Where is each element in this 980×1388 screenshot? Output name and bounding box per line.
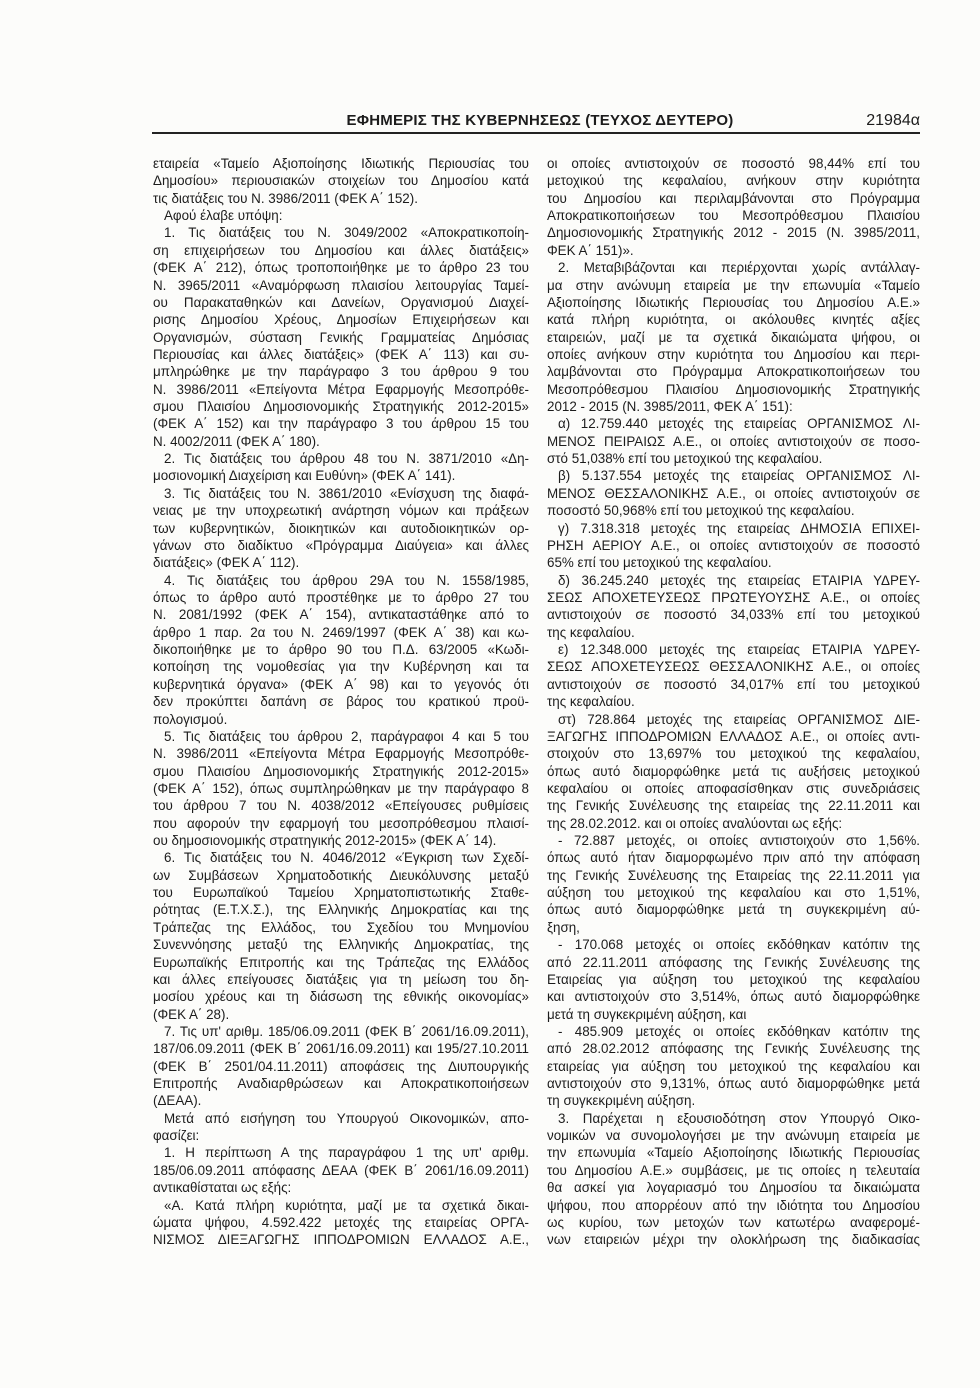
text-line: ου Παρακαταθηκών και Δανείων, Οργανισμού Διαχεί-	[153, 294, 529, 310]
text-line: μπληρώθηκε με την παράγραφο 3 του άρθρου 9 του	[153, 364, 529, 380]
text-line: κοποίηση της νομοθεσίας για την Κυβέρνηση και τα	[153, 659, 529, 675]
text-line: Δημοσίου» περιουσιακών στοιχείων του Δημοσίου κατά	[153, 173, 529, 189]
text-line: ΝΙΣΜΟΣ ΔΙΕΞΑΓΩΓΗΣ ΙΠΠΟΔΡΟΜΙΩΝ ΕΛΛΑΔΟΣ Α.Ε.,	[153, 1232, 529, 1248]
text-line: ως κυρίου, των μετοχών των κατωτέρω αναφερομέ-	[547, 1214, 920, 1230]
text-line: στό 51,038% επί του μετοχικού της κεφαλαίου.	[547, 451, 823, 467]
text-line: (ΦΕΚ Α΄ 28).	[153, 1006, 230, 1022]
text-line: της κεφαλαίου.	[547, 624, 635, 640]
paragraph	[153, 1110, 529, 1145]
text-line: την επωνυμία «Ταμείο Αξιοποίησης Ιδιωτικής Περιουσίας	[547, 1145, 920, 1161]
paragraph	[547, 259, 920, 415]
paragraph	[153, 155, 529, 207]
paragraph	[547, 415, 920, 467]
text-line: και αντιστοιχούν στο 3,514%, όπως αυτό διαμορφώθηκε	[547, 989, 920, 1005]
right-column	[547, 155, 920, 1249]
text-line: μοσίου χρέους και τη διάσωση της εθνικής οικονομίας»	[153, 989, 529, 1005]
text-line: νων εταιρειών μέχρι την ολοκλήρωση της διαδικασίας	[547, 1232, 920, 1248]
text-line: - 170.068 μετοχές οι οποίες εκδόθηκαν κατόπιν της	[558, 937, 920, 953]
text-line: Δημοσιονομικής Στρατηγικής 2012 - 2015 (Ν. 3985/2011,	[547, 225, 920, 241]
text-line: 2. Μεταβιβάζονται και περιέρχονται χωρίς αντάλλαγ-	[558, 260, 920, 276]
text-line: οι οποίες αντιστοιχούν σε ποσοστό 98,44% επί του	[547, 156, 920, 171]
text-line: του άρθρου 7 του Ν. 4038/2012 «Επείγουσες ρυθμίσεις	[153, 798, 529, 814]
text-line: κυβερνητικά όργανα» (ΦΕΚ Α΄ 98) και το γεγονός ότι	[153, 676, 529, 692]
paragraph	[547, 641, 920, 710]
text-line: 5. Τις διατάξεις του άρθρου 2, παράγραφοι 4 και 5 του	[164, 728, 529, 744]
paragraph	[547, 467, 920, 519]
text-line: του Δημοσίου και περιλαμβάνονται στο Πρόγραμμα	[547, 190, 920, 206]
text-line: αύξηση του μετοχικού της κεφαλαίου και στο 1,51%,	[547, 885, 920, 901]
text-line: (ΦΕΚ Α΄ 212), όπως τροποποιήθηκε με το άρθρο 23 του	[153, 260, 529, 276]
text-line: (ΦΕΚ Β΄ 2501/04.11.2011) αποφάσεις της Διυπουργικής	[153, 1058, 529, 1074]
text-line: οποίες ανήκουν στην κυριότητα του Δημοσίου και περι-	[547, 346, 920, 362]
text-line: στ) 728.864 μετοχές της εταιρείας ΟΡΓΑΝΙΣΜΟΣ ΔΙΕ-	[558, 711, 920, 727]
text-line: Εταιρείας για αύξηση του μετοχικού της κεφαλαίου	[547, 971, 920, 987]
text-line: (ΦΕΚ Α΄ 152), όπως συμπληρώθηκαν με την παράγραφο 8	[153, 780, 529, 796]
text-line: κατά πλήρη κυριότητα, οι ακόλουθες κινητές αξίες	[547, 312, 920, 328]
text-line: του Ευρωπαϊκού Ταμείου Χρηματοπιστωτικής Σταθε-	[153, 885, 529, 901]
text-line: εταιρεία «Ταμείο Αξιοποίησης Ιδιωτικής Περιουσίας του	[153, 156, 529, 171]
text-line: α) 12.759.440 μετοχές της εταιρείας ΟΡΓΑΝΙΣΜΟΣ ΛΙ-	[558, 416, 920, 432]
header-rule	[152, 132, 920, 134]
text-line: ΡΗΣΗ ΑΕΡΙΟΥ Α.Ε., οι οποίες αντιστοιχούν σε ποσοστό	[547, 537, 920, 553]
text-line: Μετά από εισήγηση του Υπουργού Οικονομικών, απο-	[164, 1110, 529, 1126]
text-line: όπως το άρθρο αυτό προστέθηκε με το άρθρο 27 του	[153, 589, 529, 605]
text-line: τη συγκεκριμένη αύξηση.	[547, 1093, 696, 1109]
text-line: του Δημοσίου Α.Ε.» συμβάσεις, με τις οποίες η τελευταία	[547, 1162, 920, 1178]
text-line: μετοχικού της κεφαλαίου, ανήκουν στην κυριότητα	[547, 173, 920, 189]
text-line: διατάξεις» (ΦΕΚ Α΄ 112).	[153, 555, 300, 571]
text-line: ώματα ψήφου, 4.592.422 μετοχές της εταιρείας ΟΡΓΑ-	[153, 1214, 529, 1230]
paragraph	[153, 728, 529, 850]
text-line: θα ασκεί για λογαριασμό του Δημοσίου τα δικαιώματα	[547, 1180, 920, 1196]
text-line: πολογισμού.	[153, 711, 228, 727]
text-line: αντικαθίσταται ως εξής:	[153, 1180, 292, 1196]
text-line: σμου Πλαισίου Δημοσιονομικής Στρατηγικής 2012-2015»	[153, 399, 529, 415]
paragraph	[153, 849, 529, 1023]
text-line: τις διατάξεις του Ν. 3986/2011 (ΦΕΚ Α΄ 152).	[153, 190, 418, 206]
paragraph	[547, 711, 920, 833]
paragraph	[547, 832, 920, 936]
text-line: 7. Τις υπ' αριθμ. 185/06.09.2011 (ΦΕΚ Β΄ 2061/16.09.2011),	[164, 1023, 529, 1039]
text-line: όπως αυτό διαμορφώθηκε μετά τις αυξήσεις μετοχικού	[547, 763, 920, 779]
paragraph	[153, 1023, 529, 1110]
text-line: της 28.02.2012. και οι οποίες αναλύονται ως εξής:	[547, 815, 843, 831]
paragraph	[547, 1110, 920, 1249]
text-line: ε) 12.348.000 μετοχές της εταιρείας ΕΤΑΙΡΙΑ ΥΔΡΕΥ-	[558, 642, 920, 658]
text-line: Επιτροπής Αναδιαρθρώσεων και Αποκρατικοποιήσεων	[153, 1076, 529, 1092]
text-line: 1. Η περίπτωση Α της παραγράφου 1 της υπ' αριθμ.	[164, 1145, 529, 1161]
text-line: Ν. 3986/2011 «Επείγοντα Μέτρα Εφαρμογής Μεσοπρόθε-	[153, 746, 529, 762]
paragraph	[153, 207, 529, 224]
text-line: της Γενικής Συνέλευσης της Εταιρείας της 22.11.2011 για	[547, 867, 920, 883]
paragraph	[153, 1197, 529, 1249]
text-line: ου δημοσιονομικής στρατηγικής 2012-2015» (ΦΕΚ Α΄ 14).	[153, 833, 497, 849]
text-line: Οργανισμών, σύσταση Γενικής Γραμματείας Δημόσιας	[153, 329, 529, 345]
text-line: 2012 - 2015 (Ν. 3985/2011, ΦΕΚ Α΄ 151):	[547, 399, 793, 415]
text-line: νειας με την υποχρεωτική ανάρτηση νόμων και πράξεων	[153, 503, 529, 519]
text-line: κεφαλαίου οι οποίες αποφασίσθηκαν στις συνεδριάσεις	[547, 780, 920, 796]
paragraph	[547, 936, 920, 1023]
text-line: από 28.02.2012 απόφασης της Γενικής Συνέλευσης της	[547, 1041, 920, 1057]
text-line: 1. Τις διατάξεις του Ν. 3049/2002 «Αποκρατικοποίη-	[164, 225, 529, 241]
text-line: όπως αυτό διαμορφώθηκε μετά τη συγκεκριμένη αύ-	[547, 902, 920, 918]
text-line: Ν. 3965/2011 «Αναμόρφωση πλαισίου λειτουργίας Ταμεί-	[153, 277, 529, 293]
text-line: μετά τη συγκεκριμένη αύξηση, και	[547, 1006, 747, 1022]
paragraph	[153, 450, 529, 485]
text-line: από 22.11.2011 απόφασης της Γενικής Συνέλευσης της	[547, 954, 920, 970]
text-line: λαμβάνονται στο Πρόγραμμα Αποκρατικοποιήσεων του	[547, 364, 920, 380]
text-line: δικοποιήθηκε με το άρθρο 90 του Π.Δ. 63/2005 «Κωδι-	[153, 642, 529, 658]
text-line: ψήφου, που απορρέουν από την ιδιότητα του Δημοσίου	[547, 1197, 920, 1213]
text-line: Συνεννόησης μεταξύ της Ελληνικής Δημοκρατίας, της	[153, 937, 529, 953]
text-line: δεν προκύπτει δαπάνη σε βάρος του κρατικού προϋ-	[153, 694, 529, 710]
paragraph	[547, 1023, 920, 1110]
text-line: και άλλες επείγουσες διατάξεις για τη μείωση του δη-	[153, 971, 529, 987]
text-line: Ευρωπαϊκής Επιτροπής και της Τράπεζας της Ελλάδος	[153, 954, 529, 970]
left-column	[153, 155, 529, 1249]
text-line: της κεφαλαίου.	[547, 694, 635, 710]
text-line: ρισης Δημοσίου Χρέους, Δημοσίων Επιχειρήσεων και	[153, 312, 529, 328]
text-line: Αφού έλαβε υπόψη:	[164, 208, 283, 224]
text-line: των κυβερνητικών, διοικητικών και αυτοδιοικητικών ορ-	[153, 520, 529, 536]
text-line: (ΔΕΑΑ).	[153, 1093, 202, 1109]
paragraph	[547, 155, 920, 259]
paragraph	[153, 572, 529, 728]
text-line: ΞΑΓΩΓΗΣ ΙΠΠΟΔΡΟΜΙΩΝ ΕΛΛΑΔΟΣ Α.Ε., οι οποίες αντι-	[547, 728, 920, 744]
text-line: Ν. 4002/2011 (ΦΕΚ Α΄ 180).	[153, 433, 320, 449]
text-line: Περιουσίας και άλλες διατάξεις» (ΦΕΚ Α΄ 113) και συ-	[153, 346, 529, 362]
text-line: - 485.909 μετοχές οι οποίες εκδόθηκαν κατόπιν της	[558, 1023, 920, 1039]
text-line: μοσιονομική Διαχείριση και Ευθύνη» (ΦΕΚ Α΄ 141).	[153, 468, 456, 484]
text-line: ΣΕΩΣ ΑΠΟΧΕΤΕΥΣΕΩΣ ΘΕΣΣΑΛΟΝΙΚΗΣ Α.Ε., οι οποίες	[547, 659, 920, 675]
text-line: β) 5.137.554 μετοχές της εταιρείας ΟΡΓΑΝΙΣΜΟΣ ΛΙ-	[558, 468, 920, 484]
paragraph	[153, 224, 529, 450]
text-line: γ) 7.318.318 μετοχές της εταιρείας ΔΗΜΟΣΙΑ ΕΠΙΧΕΙ-	[558, 520, 920, 536]
text-line: αντιστοιχούν σε ποσοστό 34,033% επί του μετοχικού	[547, 607, 920, 623]
text-line: άρθρο 1 παρ. 2α του Ν. 2469/1997 (ΦΕΚ Α΄ 38) και κω-	[153, 624, 529, 640]
text-line: ΣΕΩΣ ΑΠΟΧΕΤΕΥΣΕΩΣ ΠΡΩΤΕΥΟΥΣΗΣ Α.Ε., οι οποίες	[547, 589, 920, 605]
paragraph	[153, 485, 529, 572]
text-line: ΦΕΚ Α΄ 151)».	[547, 242, 634, 258]
text-line: εταιρειών, μαζί με τα σχετικά δικαιώματα ψήφου, οι	[547, 329, 920, 345]
text-line: ΜΕΝΟΣ ΘΕΣΣΑΛΟΝΙΚΗΣ Α.Ε., οι οποίες αντιστοιχούν σε	[547, 485, 920, 501]
text-line: ση επιχειρήσεων του Δημοσίου και άλλες διατάξεις»	[153, 242, 529, 258]
text-line: 185/06.09.2011 απόφασης ΔΕΑΑ (ΦΕΚ Β΄ 2061/16.09.2011)	[153, 1162, 529, 1178]
text-line: (ΦΕΚ Α΄ 152) και την παράγραφο 3 του άρθρου 15 του	[153, 416, 529, 432]
text-line: Ν. 2081/1992 (ΦΕΚ Α΄ 154), αντικαταστάθηκε από το	[153, 607, 529, 623]
text-line: μα στην ανώνυμη εταιρεία με την επωνυμία «Ταμείο	[547, 277, 920, 293]
text-line: δ) 36.245.240 μετοχές της εταιρείας ΕΤΑΙΡΙΑ ΥΔΡΕΥ-	[558, 572, 920, 588]
text-line: 4. Τις διατάξεις του άρθρου 29Α του Ν. 1558/1985,	[164, 572, 529, 588]
text-line: ΜΕΝΟΣ ΠΕΙΡΑΙΩΣ Α.Ε., οι οποίες αντιστοιχούν σε ποσο-	[547, 433, 920, 449]
running-header-title: ΕΦΗΜΕΡΙΣ ΤΗΣ ΚΥΒΕΡΝΗΣΕΩΣ (ΤΕΥΧΟΣ ΔΕΥΤΕΡΟ)	[346, 112, 734, 129]
text-line: 3. Τις διατάξεις του Ν. 3861/2010 «Ενίσχυση της διαφά-	[164, 485, 529, 501]
text-line: «Α. Κατά πλήρη κυριότητα, μαζί με τα σχετικά δικαι-	[164, 1197, 529, 1213]
text-line: γάνων στο διαδίκτυο «Πρόγραμμα Διαύγεια» και άλλες	[153, 537, 529, 553]
text-line: 187/06.09.2011 (ΦΕΚ Β΄ 2061/16.09.2011) και 195/27.10.2011	[153, 1041, 529, 1057]
paragraph	[547, 572, 920, 641]
text-line: 3. Παρέχεται η εξουσιοδότηση στον Υπουργό Οικο-	[558, 1110, 920, 1126]
paragraph	[153, 1144, 529, 1196]
text-line: 2. Τις διατάξεις του άρθρου 48 του Ν. 3871/2010 «Δη-	[164, 451, 529, 467]
text-line: αντιστοιχούν σε ποσοστό 34,017% επί του μετοχικού	[547, 676, 920, 692]
text-line: εταιρείας για αύξηση του μετοχικού της κεφαλαίου και	[547, 1058, 920, 1074]
text-line: 65% επί του μετοχικού της κεφαλαίου.	[547, 555, 772, 571]
text-line: όπως αυτό ήταν διαμορφωμένο πριν από την απόφαση	[547, 850, 920, 866]
text-line: αντιστοιχούν στο 9,131%, όπως αυτό διαμορφώθηκε μετά	[547, 1076, 920, 1092]
text-line: Τράπεζας της Ελλάδος, του Σχεδίου του Μνημονίου	[153, 919, 529, 935]
page-number: 21984α	[866, 112, 920, 129]
text-line: που αφορούν την εφαρμογή του μεσοπρόθεσμου πλαισί-	[153, 815, 529, 831]
text-line: ρότητας (Ε.Τ.Χ.Σ.), της Ελληνικής Δημοκρατίας και της	[153, 902, 529, 918]
text-line: στοιχούν στο 13,697% του μετοχικού της κεφαλαίου,	[547, 746, 920, 762]
text-line: Ν. 3986/2011 «Επείγοντα Μέτρα Εφαρμογής Μεσοπρόθε-	[153, 381, 529, 397]
text-line: - 72.887 μετοχές, οι οποίες αντιστοιχούν στο 1,56%.	[558, 833, 920, 849]
text-line: σμου Πλαισίου Δημοσιονομικής Στρατηγικής 2012-2015»	[153, 763, 529, 779]
text-line: νομικών να συνομολογήσει με την ανώνυμη εταιρεία με	[547, 1128, 920, 1144]
text-line: της Γενικής Συνέλευσης της εταιρείας της 22.11.2011 και	[547, 798, 920, 814]
text-line: Αξιοποίησης Ιδιωτικής Περιουσίας του Δημοσίου Α.Ε.»	[547, 294, 920, 310]
text-line: Αποκρατικοποιήσεων του Μεσοπρόθεσμου Πλαισίου	[547, 208, 920, 224]
paragraph	[547, 520, 920, 572]
text-line: ποσοστό 50,968% επί του μετοχικού της κεφαλαίου.	[547, 503, 855, 519]
text-line: φασίζει:	[153, 1128, 200, 1144]
text-line: Μεσοπρόθεσμου Πλαισίου Δημοσιονομικής Στρατηγικής	[547, 381, 920, 397]
text-line: ων Συμβάσεων Χρηματοδοτικής Διευκόλυνσης μεταξύ	[153, 867, 529, 883]
text-line: 6. Τις διατάξεις του Ν. 4046/2012 «Έγκριση των Σχεδί-	[164, 850, 529, 866]
text-line: ξηση,	[547, 919, 580, 935]
